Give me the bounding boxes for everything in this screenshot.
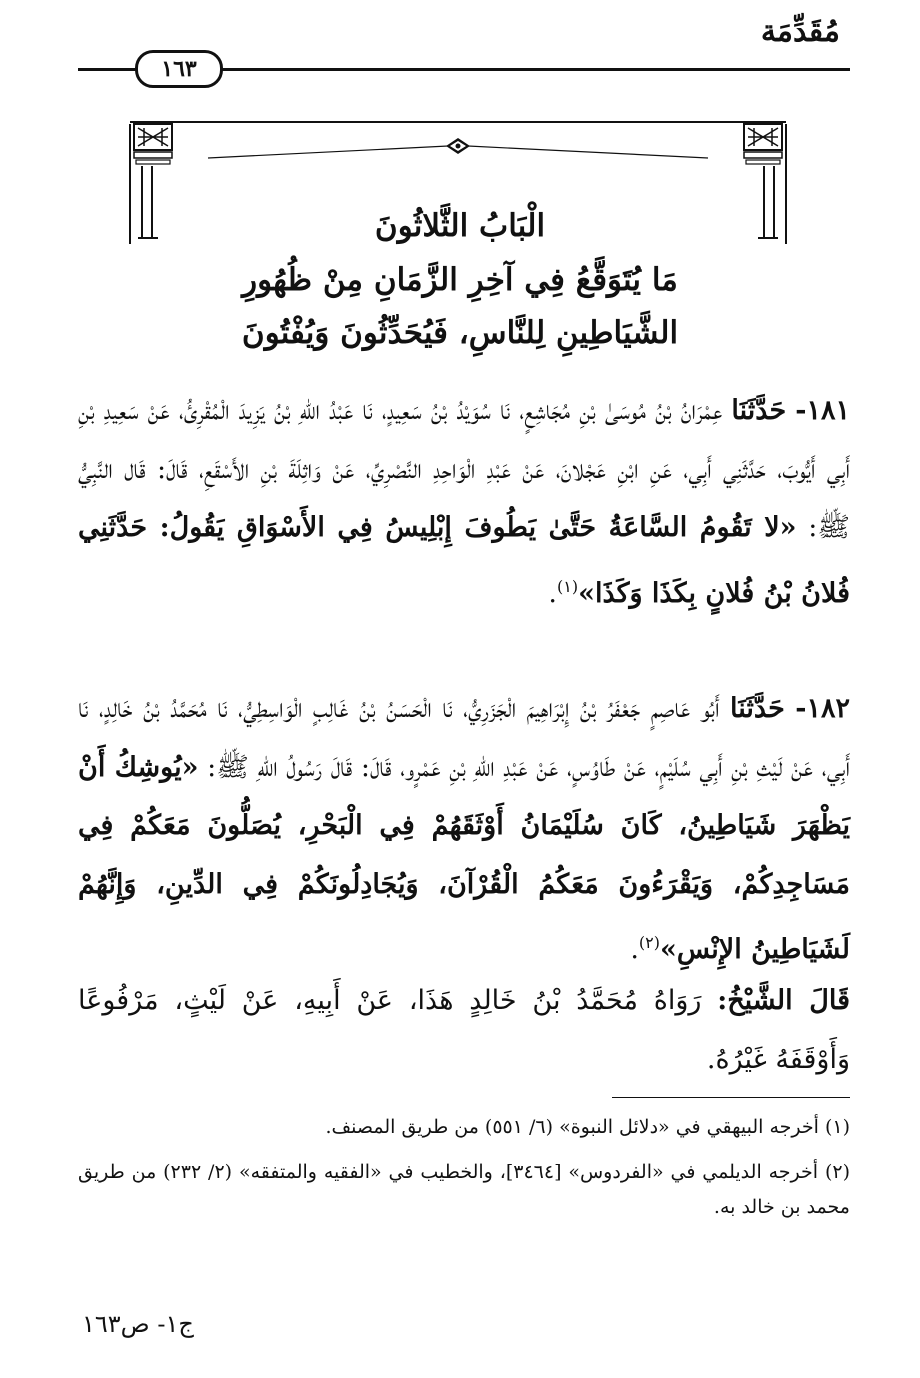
footnote-marker: (١) <box>824 1116 850 1138</box>
footnote-1 <box>78 1110 850 1145</box>
hadith-end: . <box>630 934 639 965</box>
page-number: ١٦٣ <box>161 56 197 82</box>
footnote-marker: (٢) <box>824 1161 850 1183</box>
hadith-182-paragraph <box>78 680 850 980</box>
hadith-end: . <box>548 577 557 609</box>
hadith-number: ١٨١- <box>795 395 850 426</box>
hadith-text: «يُوشِكُ أَنْ يَظْهَرَ شَيَاطِينُ، كَانَ سُلَيْمَانُ أَوْثَقَهُمْ فِي الْبَحْرِ، يُصَلُّونَ مَعَكُمْ فِي مَسَاجِدِكُمْ، وَيَقْرَءُونَ مَعَكُمُ الْقُرْآنَ، وَيُجَادِلُونَكُمْ فِي الدِّينِ، وَإِنَّهُمْ لَشَيَاطِينُ الإِنْسِ» <box>78 751 850 965</box>
footnote-separator <box>612 1097 850 1098</box>
chapter-subtitle-line-2: الشَّيَاطِينِ لِلنَّاسِ، فَيُحَدِّثُونَ وَيُفْتُونَ <box>241 315 679 351</box>
running-header-title: مُقَدِّمَة <box>760 14 840 49</box>
volume-page-reference: ج١- ص١٦٣ <box>82 1310 194 1338</box>
footnote-2 <box>78 1155 850 1225</box>
hadith-181-paragraph <box>78 382 850 623</box>
footnote-text: أخرجه البيهقي في «دلائل النبوة» (٦/ ٥٥١) من طريق المصنف. <box>325 1116 819 1138</box>
hadith-chain: أَبُو عَاصِمٍ جَعْفَرُ بْنُ إِبْرَاهِيمَ الْجَزَرِيُّ، نَا الْحَسَنُ بْنُ غَالِبٍ الْوَاسِطِيُّ، نَا مُحَمَّدُ بْنُ خَالِدٍ، نَا أَبِي، عَنْ لَيْثِ بْنِ أَبِي سُلَيْمٍ، عَنْ طَاوُسٍ، عَنْ عَبْدِ اللهِ بْنِ عَمْرٍو، قَالَ: قَالَ رَسُولُ اللهِ ﷺ: <box>78 693 850 783</box>
page-number-badge <box>135 50 223 88</box>
shaykh-note-paragraph <box>78 972 850 1089</box>
hadith-text: «لا تَقُومُ السَّاعَةُ حَتَّىٰ يَطُوفَ إِبْلِيسُ فِي الأَسْوَاقِ يَقُولُ: حَدَّثَنِي فُلانُ بْنُ فُلانٍ بِكَذَا وَكَذَا» <box>78 512 850 609</box>
chapter-heading: الْبَابُ الثَّلاثُونَ <box>374 208 546 244</box>
footnote-reference: (١) <box>557 576 579 596</box>
hadith-lead: حَدَّثَنَا <box>731 395 787 426</box>
footnote-reference: (٢) <box>638 933 660 952</box>
shaykh-note-text: رَوَاهُ مُحَمَّدُ بْنُ خَالِدٍ هَذَا، عَنْ أَبِيهِ، عَنْ لَيْثٍ، مَرْفُوعًا وَأَوْقَفَهُ غَيْرُهُ. <box>78 985 850 1075</box>
footnote-text: أخرجه الديلمي في «الفردوس» [٣٤٦٤]، والخطيب في «الفقيه والمتفقه» (٢/ ٢٣٢) من طريق محمد بن خالد به. <box>78 1161 850 1218</box>
hadith-number: ١٨٢- <box>795 693 850 724</box>
hadith-chain: عِمْرَانُ بْنُ مُوسَىٰ بْنِ مُجَاشِعٍ، نَا سُوَيْدُ بْنُ سَعِيدٍ، نَا عَبْدُ اللهِ بْنُ يَزِيدَ الْمُقْرِئُ، عَنْ سَعِيدِ بْنِ أَبِي أَيُّوبَ، حَدَّثَنِي أَبِي، عَنِ ابْنِ عَجْلانَ، عَنْ عَبْدِ الْوَاحِدِ النَّصْرِيِّ، عَنْ وَاثِلَةَ بْنِ الأَسْقَعِ، قَالَ: قَال النَّبِيُّ ﷺ: <box>78 395 850 543</box>
shaykh-note-lead: قَالَ الشَّيْخُ: <box>717 985 850 1016</box>
hadith-lead: حَدَّثَنَا <box>730 693 785 724</box>
center-emblem-ornament <box>446 138 470 154</box>
chapter-subtitle-line-1: مَا يُتَوَقَّعُ فِي آخِرِ الزَّمَانِ مِنْ ظُهُورِ <box>242 262 678 298</box>
